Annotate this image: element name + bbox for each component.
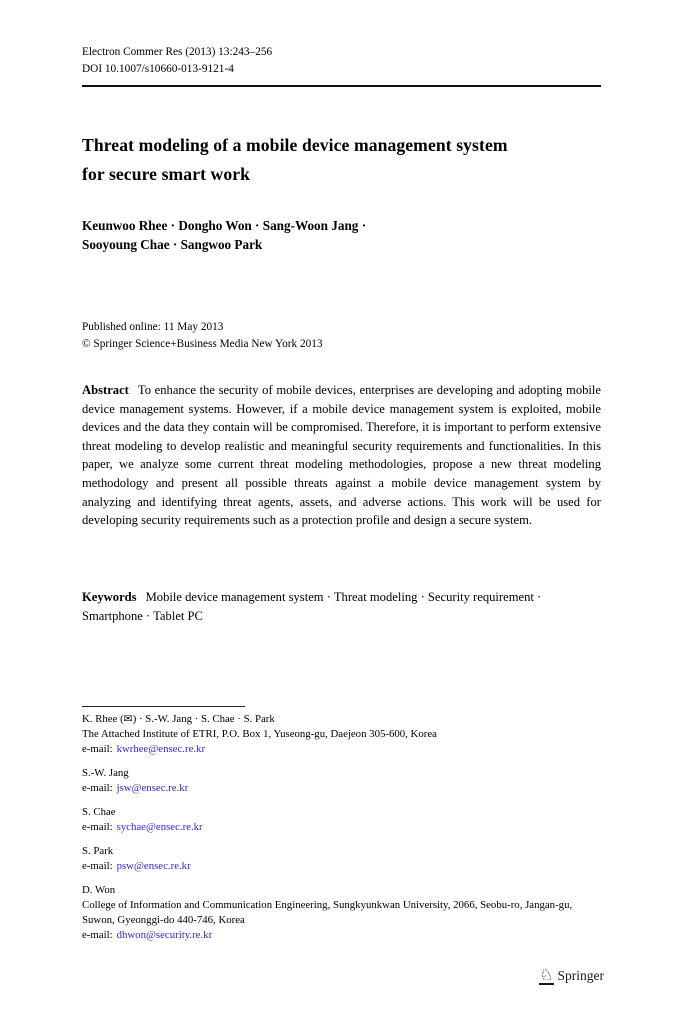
footnote-affiliation: College of Information and Communication Engineering, Sungkyunkwan University, 2066, Seobu-ro, Jangan-gu, Suwon, Gyeonggi-do 440-746, Korea xyxy=(82,899,573,926)
footnote-affiliation: The Attached Institute of ETRI, P.O. Box 1, Yuseong-gu, Daejeon 305-600, Korea xyxy=(82,728,437,740)
footnote-group-chae xyxy=(82,805,601,835)
email-label: e-mail: xyxy=(82,860,113,872)
footnote-names: S. Chae xyxy=(82,806,116,818)
email-link[interactable]: jsw@ensec.re.kr xyxy=(116,782,189,794)
springer-knight-icon: ♘ xyxy=(539,965,554,984)
header-rule xyxy=(82,85,601,87)
copyright-line: © Springer Science+Business Media New York 2013 xyxy=(82,337,323,350)
email-label: e-mail: xyxy=(82,929,113,941)
paper-title-line1: Threat modeling of a mobile device management system xyxy=(82,135,508,155)
footnote-names: S. Park xyxy=(82,845,114,857)
footnote-names: D. Won xyxy=(82,884,116,896)
published-online: Published online: 11 May 2013 xyxy=(82,321,224,333)
email-label: e-mail: xyxy=(82,743,113,755)
keywords-text: Mobile device management system · Threat modeling · Security requirement · Smartphone · Tablet PC xyxy=(82,590,542,623)
footnote-email-line xyxy=(82,742,601,757)
footnote-email-line xyxy=(82,859,601,874)
footnote-names: K. Rhee (✉) · S.-W. Jang · S. Chae · S. Park xyxy=(82,713,275,725)
publication-info xyxy=(82,319,601,352)
email-label: e-mail: xyxy=(82,782,113,794)
journal-reference: Electron Commer Res (2013) 13:243–256 xyxy=(82,46,273,58)
journal-header xyxy=(82,44,601,77)
abstract xyxy=(82,381,601,530)
doi-line: DOI 10.1007/s10660-013-9121-4 xyxy=(82,62,234,75)
paper-title-line2: for secure smart work xyxy=(82,164,251,184)
authors xyxy=(82,216,601,254)
keywords xyxy=(82,588,601,625)
authors-line2: Sooyoung Chae · Sangwoo Park xyxy=(82,237,263,252)
abstract-text: To enhance the security of mobile devices, enterprises are developing and adopting mobile device management systems. However, if a mobile device management system is exploited, mobile devices and the data they contain will be compromised. Therefore, it is important to perform extensive threat modeling to develop realistic and meaningful security requirements and functionalities. In this paper, we analyze some current threat modeling methodologies, propose a new threat modeling methodology and present all possible threats against a mobile device management system by analyzing and identifying threat agents, assets, and adverse actions. This work will be used for developing security requirements such as a protection profile and design a secure system. xyxy=(82,383,601,528)
footnote-names: S.-W. Jang xyxy=(82,767,129,779)
springer-logo-text: Springer xyxy=(557,967,604,983)
abstract-label: Abstract xyxy=(82,383,129,397)
footnote-group-won xyxy=(82,883,601,943)
footnote-group-corresponding xyxy=(82,712,601,757)
footnote-group-jang xyxy=(82,766,601,796)
email-link[interactable]: kwrhee@ensec.re.kr xyxy=(116,743,206,755)
footnote-email-line xyxy=(82,781,601,796)
email-link[interactable]: sychae@ensec.re.kr xyxy=(116,821,203,833)
keywords-label: Keywords xyxy=(82,590,137,604)
paper-title xyxy=(82,131,601,189)
email-link[interactable]: dhwon@security.re.kr xyxy=(116,929,213,941)
email-label: e-mail: xyxy=(82,821,113,833)
footnote-group-park xyxy=(82,844,601,874)
authors-line1: Keunwoo Rhee · Dongho Won · Sang-Woon Jang · xyxy=(82,218,367,233)
footnote-email-line xyxy=(82,928,601,943)
footnotes xyxy=(82,712,601,952)
email-link[interactable]: psw@ensec.re.kr xyxy=(116,860,191,872)
footnote-email-line xyxy=(82,820,601,835)
footnote-rule xyxy=(82,706,245,707)
springer-logo xyxy=(539,966,604,985)
